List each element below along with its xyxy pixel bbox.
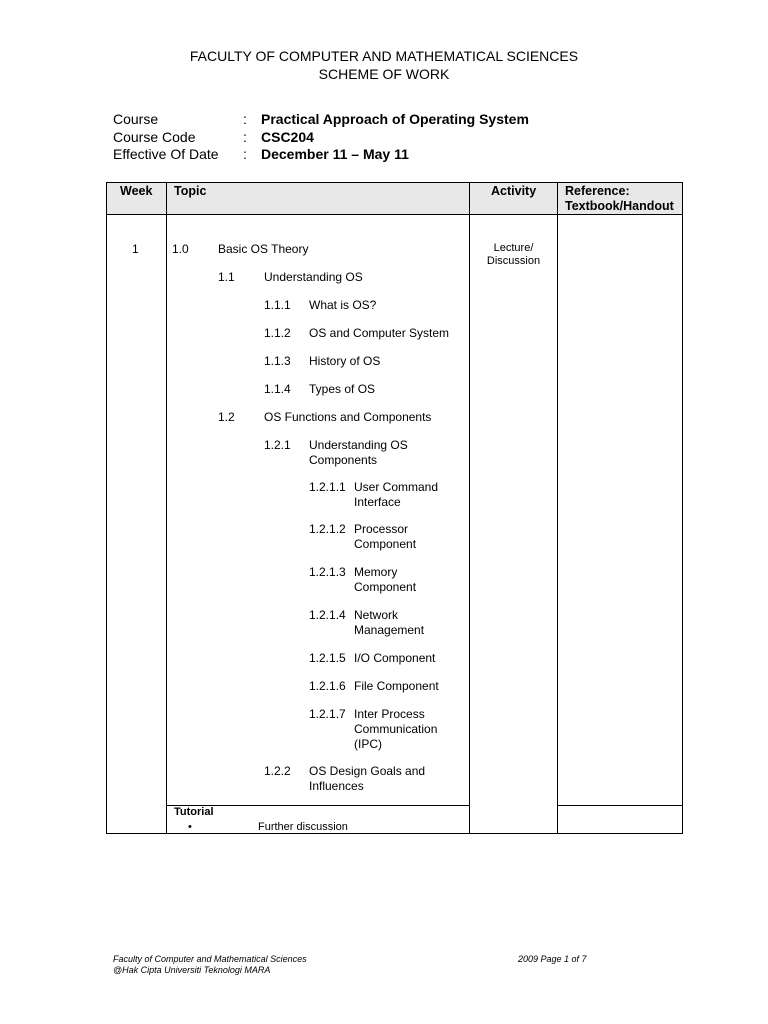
header-activity: Activity — [491, 184, 537, 198]
scheme-table — [106, 182, 683, 834]
topic-number: 1.2.1.1 — [309, 480, 346, 494]
activity-discussion: Discussion — [486, 255, 541, 267]
course-row — [113, 111, 529, 129]
topic-text: Component — [354, 580, 417, 594]
footer-faculty: Faculty of Computer and Mathematical Sciences — [113, 954, 307, 964]
tutorial-label: Tutorial — [174, 806, 214, 818]
topic-number: 1.2.1.7 — [309, 707, 346, 721]
topic-text: Influences — [309, 779, 364, 793]
header-reference: Reference: — [565, 184, 630, 198]
topic-text: Understanding OS — [264, 270, 363, 284]
header-week: Week — [120, 184, 153, 198]
topic-number: 1.2 — [218, 410, 235, 424]
topic-text: User Command — [354, 480, 439, 494]
topic-number: 1.2.1.4 — [309, 608, 346, 622]
footer-page-number: 2009 Page 1 of 7 — [518, 954, 587, 964]
activity-lecture: Lecture/ — [493, 242, 534, 254]
week-number: 1 — [132, 242, 139, 256]
column-divider — [469, 183, 470, 833]
topic-text: Memory — [354, 565, 398, 579]
topic-text: Processor — [354, 522, 409, 536]
course-code-label: Course Code — [113, 128, 196, 145]
course-code-colon: : — [243, 128, 247, 145]
course-code-value: CSC204 — [261, 128, 314, 145]
course-label: Course — [113, 111, 159, 127]
topic-text: Communication — [354, 722, 438, 736]
effective-date-label: Effective Of Date — [113, 146, 219, 162]
topic-text: Component — [354, 537, 417, 551]
topic-text: Components — [309, 453, 378, 467]
topic-number: 1.2.1 — [264, 438, 291, 452]
topic-text: Inter Process — [354, 707, 425, 721]
column-divider — [557, 183, 558, 833]
footer-copyright: @Hak Cipta Universiti Teknologi MARA — [113, 965, 271, 975]
topic-text: What is OS? — [309, 298, 377, 312]
topic-text: Understanding OS — [309, 438, 408, 452]
effective-date-row — [113, 146, 529, 164]
topic-text: History of OS — [309, 354, 381, 368]
faculty-title: FACULTY OF COMPUTER AND MATHEMATICAL SCIENCES — [189, 48, 579, 64]
topic-text: Management — [354, 623, 425, 637]
topic-text: Network — [354, 608, 399, 622]
effective-date-value: December 11 – May 11 — [261, 146, 409, 162]
topic-text: I/O Component — [354, 651, 436, 665]
topic-number: 1.2.1.2 — [309, 522, 346, 536]
topic-number: 1.1.4 — [264, 382, 291, 396]
course-code-row — [113, 129, 529, 147]
topic-number: 1.1 — [218, 270, 235, 284]
topic-number: 1.1.2 — [264, 326, 291, 340]
bullet-icon: • — [188, 821, 192, 833]
topic-text: Interface — [354, 495, 401, 509]
reference-divider — [557, 805, 683, 806]
topic-number: 1.0 — [172, 242, 189, 256]
document-header — [0, 47, 768, 83]
topic-number: 1.2.1.5 — [309, 651, 346, 665]
header-topic: Topic — [174, 184, 207, 198]
topic-text: (IPC) — [354, 737, 382, 751]
column-divider — [166, 183, 167, 833]
topic-text: Basic OS Theory — [218, 242, 309, 256]
course-value: Practical Approach of Operating System — [261, 111, 529, 127]
scheme-title: SCHEME OF WORK — [318, 66, 450, 82]
effective-date-colon: : — [243, 146, 247, 162]
topic-text: Types of OS — [309, 382, 376, 396]
topic-text: OS Functions and Components — [264, 410, 432, 424]
topic-text: OS and Computer System — [309, 326, 450, 340]
header-textbook-handout: Textbook/Handout — [565, 199, 674, 213]
tutorial-item: Further discussion — [258, 821, 348, 833]
topic-number: 1.1.3 — [264, 354, 291, 368]
course-colon: : — [243, 111, 247, 127]
footer-left — [113, 954, 307, 976]
topic-number: 1.2.1.6 — [309, 679, 346, 693]
topic-text: OS Design Goals and — [309, 764, 426, 778]
course-info — [113, 111, 529, 164]
topic-text: File Component — [354, 679, 439, 693]
topic-number: 1.2.2 — [264, 764, 291, 778]
topic-number: 1.1.1 — [264, 298, 291, 312]
topic-number: 1.2.1.3 — [309, 565, 346, 579]
